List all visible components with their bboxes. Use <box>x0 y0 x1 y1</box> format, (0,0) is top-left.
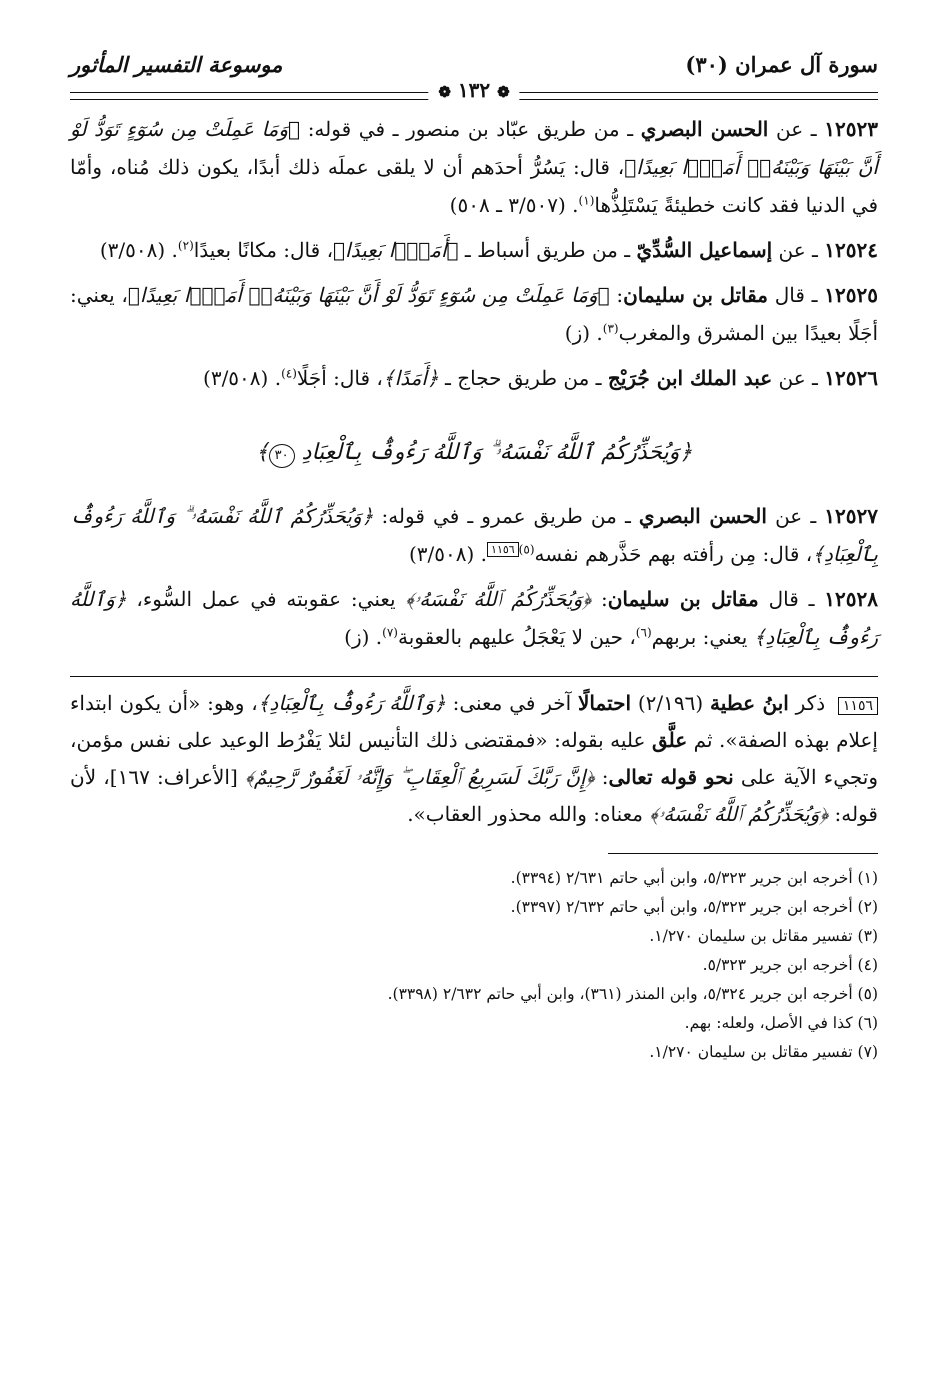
entry-text: ، قال: أجَلًا <box>296 366 383 390</box>
source-reference: (ز) <box>344 625 370 649</box>
entry-text: ـ من طريق أسباط ـ <box>458 238 637 262</box>
ornament-icon: ❁ <box>438 83 451 101</box>
source-reference: (٣/٥٠٧ ـ ٥٠٨) <box>449 193 566 217</box>
footnote-item: (٣) تفسير مقاتل بن سليمان ١/٢٧٠. <box>649 927 878 945</box>
comment-text: ذكر <box>788 691 832 715</box>
comment-text: (٢/١٩٦) <box>631 691 710 715</box>
entry-text: ، قال: مِن رأفته بهم حَذَّرهم نفسه <box>534 542 813 566</box>
entry-number: ١٢٥٢٣ <box>824 117 879 141</box>
footnote-item: (١) أخرجه ابن جرير ٥/٣٢٣، وابن أبي حاتم ٢/٦٣١ (٣٣٩٤). <box>510 869 878 887</box>
footnotes <box>70 864 878 1067</box>
narration-entry <box>70 497 878 573</box>
entry-text: ، قال: مكانًا بعيدًا <box>193 238 334 262</box>
entry-text: ـ عن <box>768 117 825 141</box>
entry-text: ـ عن <box>772 366 825 390</box>
footnote-marker[interactable]: (١) <box>578 193 595 208</box>
footnotes-separator <box>608 853 878 854</box>
entry-text: يعني: بربهم <box>651 625 754 649</box>
comment-bold: احتمالًا <box>578 691 632 715</box>
narration-entry <box>70 276 878 352</box>
source-reference: (ز) <box>564 321 591 345</box>
comment-bold: ابنُ عطية <box>709 691 789 715</box>
footnote-marker[interactable]: (٢) <box>177 238 194 253</box>
quran-quote: ﴿أَمَدًا﴾ <box>382 366 439 390</box>
footnote-marker[interactable]: (٤) <box>281 366 297 381</box>
quran-quote: ﴿وَيُحَذِّرُكُمُ ٱللَّهُ نَفْسَهُۥ ۗ وَٱللَّهُ رَءُوفٌۢ بِٱلْعِبَادِ﴾ <box>70 504 878 566</box>
entry-text: : <box>591 587 608 611</box>
surah-title: سورة آل عمران (٣٠) <box>685 52 878 77</box>
entry-text: ـ عن <box>766 504 825 528</box>
entry-number: ١٢٥٢٧ <box>824 504 879 528</box>
entry-text: : <box>609 283 624 307</box>
page-header <box>70 52 878 110</box>
entry-text: ، حين لا يَعْجَلُ عليهم بالعقوبة <box>397 625 636 649</box>
quran-quote: ﴿وَيُحَذِّرُكُمُ ٱللَّهُ نَفْسَهُۥ﴾ <box>649 802 829 826</box>
entry-text: ـ عن <box>772 238 825 262</box>
commentary-separator <box>70 676 878 677</box>
quran-quote: ﴿إِنَّ رَبَّكَ لَسَرِيعُ ٱلْعِقَابِ ۖ وَإِنَّهُۥ لَغَفُورٌ رَّحِيمٌ﴾ <box>245 765 595 789</box>
source-reference: (٣/٥٠٨) <box>99 238 166 262</box>
narrator-name: عبد الملك ابن جُرَيْج <box>607 366 773 390</box>
narrator-name: مقاتل بن سليمان <box>623 283 768 307</box>
narration-entry <box>70 359 878 397</box>
page-number-box <box>428 78 519 102</box>
quran-quote: ﴿وَٱللَّهُ رَءُوفٌۢ بِٱلْعِبَادِ﴾ <box>257 691 446 715</box>
ayah-number-marker: ٣٠ <box>269 444 295 468</box>
quran-quote: ﴿وَٱللَّهُ رَءُوفٌۢ بِٱلْعِبَادِ﴾ <box>70 587 878 649</box>
entry-text: . <box>369 625 383 649</box>
verse-heading <box>70 433 878 473</box>
comment-text: معناه: والله محذور العقاب». <box>407 802 650 826</box>
quran-quote: ﴿وَمَا عَمِلَتْ مِن سُوٓءٍ تَوَدُّ لَوْ أَنَّ بَيْنَهَا وَبَيْنَهُۥٓ أَمَدًۢا بَعِيدًا﴾ <box>127 283 610 307</box>
comment-bold: نحو قوله تعالى <box>608 765 734 789</box>
book-page <box>70 52 878 1342</box>
comment-text: : <box>594 765 609 789</box>
commentary-number: ١١٥٦ <box>838 697 878 715</box>
footnote-item: (٤) أخرجه ابن جرير ٥/٣٢٣. <box>702 956 878 974</box>
entry-text: . <box>165 238 178 262</box>
verse-text: ﴿وَيُحَذِّرُكُمُ ٱللَّهُ نَفْسَهُۥ ۗ وَٱللَّهُ رَءُوفٌۢ بِٱلْعِبَادِ <box>301 440 693 465</box>
narrator-name: إسماعيل السُّدِّيّ <box>636 238 773 262</box>
narration-entry <box>70 110 878 224</box>
footnote-marker[interactable]: (٦) <box>635 625 652 640</box>
narration-entry <box>70 580 878 656</box>
narrator-name: مقاتل بن سليمان <box>607 587 759 611</box>
entry-text: . <box>565 193 579 217</box>
entry-number: ١٢٥٢٥ <box>824 283 879 307</box>
comment-text: ، وهو: «أن يكون ابتداء إعلام بهذه الصفة». ثم <box>70 691 878 752</box>
book-title: موسوعة التفسير المأثور <box>70 52 283 77</box>
footnote-item: (٦) كذا في الأصل، ولعله: بهم. <box>684 1014 878 1032</box>
entry-number: ١٢٥٢٨ <box>824 587 878 611</box>
footnote-marker[interactable]: (٣) <box>602 321 619 336</box>
verse-close: ﴾ <box>255 440 269 465</box>
entry-text: ـ قال <box>758 587 825 611</box>
commentary-marker[interactable]: ١١٥٦ <box>487 542 519 557</box>
entry-text: ـ قال <box>768 283 825 307</box>
page-number: ١٣٢ <box>457 78 491 102</box>
entry-text: ، يعني: أجَلًا بعيدًا بين المشرق والمغرب <box>70 283 878 345</box>
comment-text: عليه بقوله: «فمقتضى ذلك التأنيس لئلا يَفْرُط الوعيد على نفس مؤمن، وتجيء الآية على <box>70 728 879 789</box>
narrator-name: الحسن البصري <box>640 117 769 141</box>
footnote-item: (٥) أخرجه ابن جرير ٥/٣٢٤، وابن المنذر (٣٦١)، وابن أبي حاتم ٢/٦٣٢ (٣٣٩٨). <box>387 985 878 1003</box>
entry-text: . <box>268 366 282 390</box>
source-reference: (٣/٥٠٨) <box>408 542 475 566</box>
footnote-item: (٢) أخرجه ابن جرير ٥/٣٢٣، وابن أبي حاتم ٢/٦٣٢ (٣٣٩٧). <box>510 898 878 916</box>
entry-text: ـ من طريق حجاج ـ <box>438 366 608 390</box>
entry-text: ـ من طريق عمرو ـ في قوله: <box>373 504 639 528</box>
commentary-note <box>70 685 878 833</box>
quran-quote: ﴿وَيُحَذِّرُكُمُ ٱللَّهُ نَفْسَهُۥ﴾ <box>405 587 592 611</box>
comment-text: [الأعراف: ١٦٧]، لأن قوله: <box>70 765 878 826</box>
entry-number: ١٢٥٢٤ <box>824 238 878 262</box>
narrator-name: الحسن البصري <box>638 504 767 528</box>
entry-text: ، قال: يَسُرُّ أحدَهم أن لا يلقى عملَه ذلك أبدًا، يكون ذلك مُناه، وأمّا في الدنيا فقد كانت خطيئةً يَسْتَلِذُّها <box>70 155 878 217</box>
entry-text: ـ من طريق عبّاد بن منصور ـ في قوله: <box>300 117 641 141</box>
comment-text: آخر في معنى: <box>445 691 578 715</box>
entry-text: يعني: عقوبته في عمل السُّوء، <box>126 587 406 611</box>
comment-bold: علَّق <box>651 728 688 752</box>
footnote-marker[interactable]: (٥) <box>518 542 535 557</box>
source-reference: (٣/٥٠٨) <box>203 366 269 390</box>
entry-number: ١٢٥٢٦ <box>824 366 878 390</box>
entry-text: . <box>474 542 488 566</box>
entry-text: . <box>590 321 603 345</box>
ornament-icon: ❁ <box>497 83 510 101</box>
footnote-item: (٧) تفسير مقاتل بن سليمان ١/٢٧٠. <box>649 1043 878 1061</box>
quran-quote: ﴿وَمَا عَمِلَتْ مِن سُوٓءٍ تَوَدُّ لَوْ أَنَّ بَيْنَهَا وَبَيْنَهُۥٓ أَمَدًۢا بَعِيدًا﴾ <box>70 117 878 179</box>
footnote-marker[interactable]: (٧) <box>382 625 398 640</box>
quran-quote: ﴿أَمَدًۢا بَعِيدًا﴾ <box>333 238 459 262</box>
narration-entry <box>70 231 878 269</box>
